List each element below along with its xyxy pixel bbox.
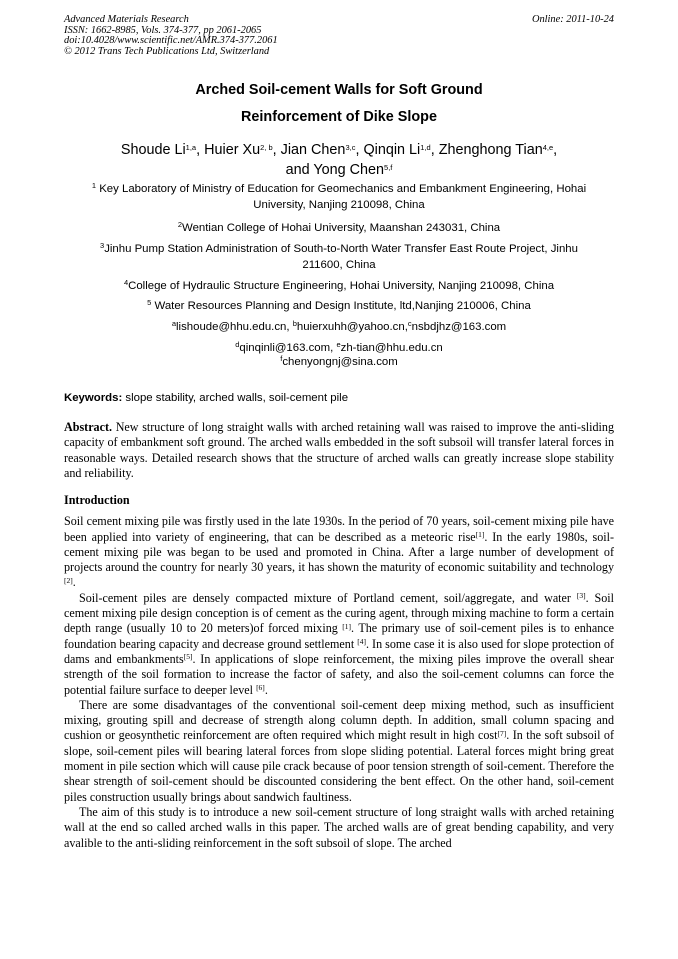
aff-num: 4 [123,278,129,288]
affiliation-1 [64,182,614,213]
email-a: lishoude@hhu.edu.cn, [176,321,293,333]
aff-text: Key Laboratory of Ministry of Education for Geomechanics and Embankment Engineering, Hohai [96,183,587,195]
email-sup: f [280,353,283,363]
keywords-label: Keywords: [64,392,123,404]
aff-text-2: 211600, China [302,258,376,271]
author-sep: , [553,142,558,158]
text: There are some disadvantages of the conventional soil-cement deep mixing method, such as insufficient mixing, grouting spill and decrease of strength along column depth. In addition, small column spacing and cushion or geosynthetic reinforcement are often required which might result in high cost [64,697,614,743]
email-sup: d [235,340,240,350]
text: . In the early 1980s, soil-cement mixing pile was began to be used and promoted in China. After a large number of development of projects around the country for nearly 30 years, it has shown the maturity of economic suitability and technology [64,529,615,575]
email-sup: e [336,340,341,350]
citation: [1] [475,529,485,539]
author-name: Yong Chen [313,162,385,178]
text: . Soil cement mixing pile design conception is of cement as the curing agent, through mixing machine to form a certain depth range (usually 10 to 20 meters)of forced mixing [64,590,615,636]
intro-paragraph-1 [64,514,614,590]
aff-text: College of Hydraulic Structure Engineering, Hohai University, Nanjing 210098, China [128,280,555,292]
author-list [64,140,614,180]
text: . [264,682,268,697]
author-sup: 3,c [345,143,356,153]
author-name: Qinqin Li [363,142,421,158]
affiliation-2 [64,221,614,237]
citation: [4] [357,636,366,646]
aff-text: Water Resources Planning and Design Institute, ltd,Nanjing 210006, China [151,300,531,312]
author-name: Shoude Li [120,142,186,158]
text: Soil-cement piles are densely compacted mixture of Portland cement, soil/aggregate, and water [79,590,577,605]
author-sup: 1,d [420,143,431,153]
affiliation-3 [64,242,614,273]
aff-text: Wentian College of Hohai University, Maanshan 243031, China [182,222,501,234]
author-line-2 [64,160,614,180]
author-sup: 5,f [384,163,393,173]
affiliation-4 [64,279,614,295]
email-e: zh-tian@hhu.edu.cn [340,342,443,354]
author-name: Zhenghong Tian [438,142,543,158]
abstract-label: Abstract. [64,420,113,434]
email-f: chenyongnj@sina.com [282,355,398,368]
online-date: Online: 2011-10-24 [531,14,614,25]
text: . In applications of slope reinforcement, the mixing piles improve the overall shear strength of the soil formation to increase the factor of safety, and also the soil-cement columns can force the potential failure surface to deeper level [64,651,614,697]
aff-num: 5 [147,298,152,308]
intro-paragraph-3 [64,698,614,805]
section-heading: Introduction [64,493,130,507]
aff-text: Jinhu Pump Station Administration of South-to-North Water Transfer East Route Project, Jinhu [104,243,578,255]
author-line-1 [64,140,614,160]
text: . In the soft subsoil of slope, soil-cement piles will bearing lateral forces from slope sliding potential. Lateral forces might bring great moment in pile section which will cause pile crack because of poor tension strength of soil-cement. Therefore the shear strength of soil-cement should be discounted considering the bent effect. On the other hand, soil-cement piles construction usually brings about sandwich faultiness. [64,728,615,804]
citation: [3] [576,591,586,601]
citation: [7] [497,728,507,738]
citation: [1] [342,621,352,631]
aff-num: 1 [91,181,97,191]
introduction-section [64,493,614,851]
journal-name: Advanced Materials Research [64,14,189,25]
aff-num: 2 [177,220,183,230]
keywords-text: slope stability, arched walls, soil-cement pile [122,392,349,404]
citation: [5] [183,652,193,662]
email-sup: c [407,319,412,329]
aff-text-2: University, Nanjing 210098, China [253,198,425,211]
title-line-1: Arched Soil-cement Walls for Soft Ground [195,82,483,98]
keywords [64,392,348,404]
email-c: nsbdjhz@163.com [411,321,507,333]
issn-line: ISSN: 1662-8985, Vols. 374-377, pp 2061-2065 [64,24,262,36]
email-sup: a [171,319,177,329]
journal-header [64,15,278,57]
intro-paragraph-2 [64,591,614,698]
author-name: Jian Chen [280,142,346,158]
doi-line: doi:10.4028/www.scientific.net/AMR.374-377.2061 [64,35,278,47]
paper-title [64,80,614,128]
intro-paragraph-4: The aim of this study is to introduce a new soil-cement structure of long straight walls with arched retaining wall at the end so called arched walls in this paper. The arched walls are of great bending capability, and very avalible to the anti-sliding reinforcement in the soft subsoil of slope. The arched [64,804,614,850]
text: . In some case it is also used for slope protection of dams and embankments [64,636,614,666]
author-prefix: and [285,162,314,178]
email-d: qinqinli@163.com, [239,342,337,354]
email-line-2 [64,341,614,370]
author-sup: 1,a [185,143,197,153]
author-name: Huier Xu [204,142,261,158]
author-sep: , [355,142,364,158]
aff-num: 3 [100,241,105,251]
email-line-1 [64,320,614,336]
title-line-2: Reinforcement of Dike Slope [241,109,437,125]
abstract [64,420,614,481]
citation: [2] [64,575,73,585]
text: . The primary use of soil-cement piles is to enhance foundation bearing capacity and decrease ground settlement [64,621,614,651]
author-sup: 4,e [542,143,554,153]
email-sup: b [292,319,297,329]
author-sep: , [196,142,205,158]
text: Soil cement mixing pile was firstly used in the late 1930s. In the period of 70 years, soil-cement mixing pile have been applied into variety of engineering, that can be described as a meteoric rise [64,514,614,544]
citation: [6] [256,682,265,692]
author-sep: , [430,142,439,158]
affiliation-5 [64,299,614,315]
author-sup: 2, b [260,143,273,153]
author-sep: , [272,142,281,158]
text: . [72,575,76,590]
email-b: huierxuhh@yahoo.cn, [296,321,408,333]
abstract-text: New structure of long straight walls with arched retaining wall was raised to improve the anti-sliding capacity of embankment soft ground. The arched walls embedded in the soft subsoil will transfer lateral forces in reasonable ways. Detailed research shows that the structure of arched walls can greatly increase slope stability and reliability. [64,420,614,480]
copyright-line: © 2012 Trans Tech Publications Ltd, Switzerland [64,45,270,57]
